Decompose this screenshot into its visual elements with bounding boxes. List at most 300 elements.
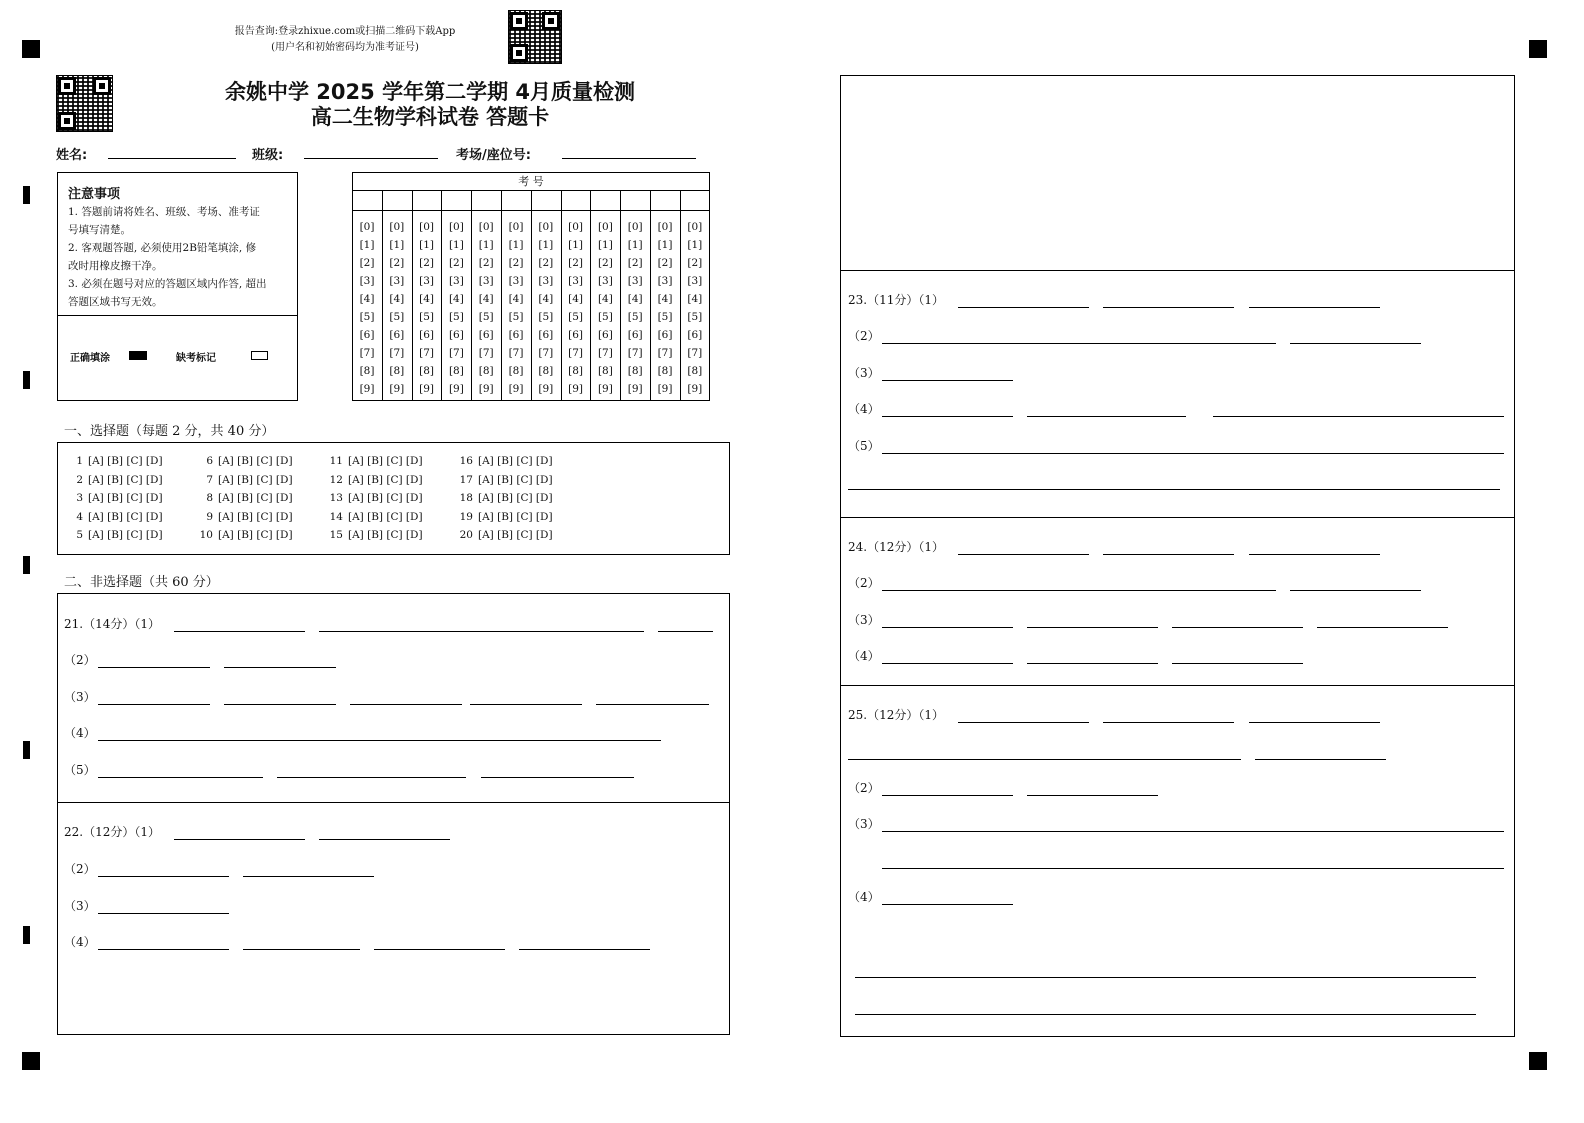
choice-options[interactable]: [A] [B] [C] [D] <box>88 492 163 504</box>
kaohao-digit-bubble[interactable]: [6] <box>687 329 703 341</box>
kaohao-digit-bubble[interactable]: [2] <box>538 257 554 269</box>
choice-row-q18[interactable] <box>456 492 553 504</box>
choice-options[interactable]: [A] [B] [C] [D] <box>88 529 163 541</box>
choice-options[interactable]: [A] [B] [C] [D] <box>218 510 293 523</box>
kaohao-digit-bubble[interactable]: [6] <box>359 329 375 341</box>
kaohao-digit-bubble[interactable]: [4] <box>597 293 613 305</box>
choice-row-q12[interactable] <box>326 474 423 486</box>
kaohao-digit-bubble[interactable]: [6] <box>478 329 494 341</box>
choice-row-q10[interactable] <box>196 529 293 541</box>
answer-line[interactable] <box>319 631 644 632</box>
kaohao-digit-bubble[interactable]: [1] <box>508 239 524 251</box>
timing-mark <box>23 371 30 389</box>
choice-row-q13[interactable] <box>326 492 423 504</box>
answer-line[interactable] <box>1103 722 1234 723</box>
kaohao-digit-bubble[interactable]: [2] <box>627 257 643 269</box>
q25-part2: （2） <box>848 781 880 795</box>
choice-options[interactable]: [A] [B] [C] [D] <box>88 473 163 486</box>
kaohao-digit-bubble[interactable]: [8] <box>508 365 524 377</box>
correct-fill-label: 正确填涂 <box>70 353 110 364</box>
kaohao-digit-bubble[interactable]: [7] <box>657 347 673 359</box>
answer-line[interactable] <box>1249 307 1380 308</box>
kaohao-digit-bubble[interactable]: [2] <box>478 257 494 269</box>
kaohao-digit-bubble[interactable]: [9] <box>419 383 435 395</box>
choice-row-q5[interactable] <box>66 529 163 541</box>
choice-options[interactable]: [A] [B] [C] [D] <box>478 492 553 504</box>
q21-label: 21.（14分）（1） <box>64 617 160 631</box>
answer-line[interactable] <box>882 904 1013 905</box>
class-field[interactable] <box>304 158 438 159</box>
answer-line[interactable] <box>1290 343 1421 344</box>
choice-options[interactable]: [A] [B] [C] [D] <box>478 510 553 523</box>
corner-mark-bl <box>22 1052 40 1070</box>
kaohao-column <box>620 218 650 398</box>
kaohao-digit-bubble[interactable]: [3] <box>597 275 613 287</box>
seat-label: 考场/座位号: <box>456 148 531 163</box>
choice-options[interactable]: [A] [B] [C] [D] <box>218 455 293 467</box>
name-label: 姓名: <box>56 148 88 163</box>
kaohao-digit-bubble[interactable]: [8] <box>657 365 673 377</box>
section2-title: 二、非选择题（共 60 分） <box>64 575 219 590</box>
kaohao-digit-bubble[interactable]: [0] <box>448 221 464 233</box>
kaohao-digit-bubble[interactable]: [7] <box>359 347 375 359</box>
kaohao-digit-bubble[interactable]: [4] <box>568 293 584 305</box>
divider-24 <box>840 517 1515 518</box>
kaohao-digit-bubble[interactable]: [5] <box>687 311 703 323</box>
choice-row-q15[interactable] <box>326 529 423 541</box>
kaohao-digit-bubble[interactable]: [2] <box>657 257 673 269</box>
choice-options[interactable]: [A] [B] [C] [D] <box>218 473 293 486</box>
kaohao-digit-bubble[interactable]: [0] <box>478 221 494 233</box>
answer-line[interactable] <box>519 949 650 950</box>
seat-field[interactable] <box>562 158 696 159</box>
choice-row-q19[interactable] <box>456 511 553 523</box>
choice-options[interactable]: [A] [B] [C] [D] <box>88 455 163 467</box>
notice-line: 号填写清楚。 <box>68 224 131 236</box>
kaohao-digit-bubble[interactable]: [7] <box>687 347 703 359</box>
kaohao-column <box>531 218 561 398</box>
right-answer-box <box>840 75 1515 1037</box>
q25-label: 25.（12分）（1） <box>848 708 944 722</box>
kaohao-digit-bubble[interactable]: [6] <box>419 329 435 341</box>
choice-options[interactable]: [A] [B] [C] [D] <box>348 473 423 486</box>
answer-line[interactable] <box>848 489 1500 490</box>
choice-number: 11 <box>329 455 343 467</box>
notice-line: 1. 答题前请将姓名、班级、考场、准考证 <box>68 206 260 218</box>
kaohao-digit-bubble[interactable]: [1] <box>389 239 405 251</box>
kaohao-digit-bubble[interactable]: [8] <box>687 365 703 377</box>
kaohao-digit-bubble[interactable]: [7] <box>627 347 643 359</box>
login-hint-text: (用户名和初始密码均为准考证号) <box>271 42 419 53</box>
kaohao-header: 考 号 <box>518 175 544 188</box>
kaohao-digit-bubble[interactable]: [4] <box>419 293 435 305</box>
answer-line[interactable] <box>319 839 450 840</box>
q21-part4: （4） <box>64 726 96 740</box>
kaohao-digit-bubble[interactable]: [3] <box>538 275 554 287</box>
choice-row-q4[interactable] <box>66 511 163 523</box>
choice-options[interactable]: [A] [B] [C] [D] <box>88 510 163 523</box>
kaohao-digit-bubble[interactable]: [5] <box>359 311 375 323</box>
absent-mark-box[interactable] <box>251 351 268 360</box>
answer-line[interactable] <box>1249 722 1380 723</box>
kaohao-digit-bubble[interactable]: [5] <box>657 311 673 323</box>
answer-line[interactable] <box>1103 307 1234 308</box>
kaohao-digit-bubble[interactable]: [5] <box>568 311 584 323</box>
kaohao-digit-bubble[interactable]: [1] <box>478 239 494 251</box>
kaohao-digit-bubble[interactable]: [5] <box>448 311 464 323</box>
kaohao-column <box>352 218 382 398</box>
answer-line[interactable] <box>174 631 305 632</box>
q25-part3: （3） <box>848 817 880 831</box>
answer-line[interactable] <box>1027 416 1186 417</box>
kaohao-column <box>382 218 412 398</box>
kaohao-digit-bubble[interactable]: [7] <box>568 347 584 359</box>
kaohao-digit-bubble[interactable]: [1] <box>538 239 554 251</box>
q21-part5: （5） <box>64 763 96 777</box>
kaohao-digit-bubble[interactable]: [2] <box>687 257 703 269</box>
answer-line[interactable] <box>224 667 336 668</box>
timing-mark <box>23 186 30 204</box>
kaohao-digit-bubble[interactable]: [5] <box>389 311 405 323</box>
kaohao-digit-bubble[interactable]: [4] <box>538 293 554 305</box>
answer-line[interactable] <box>882 663 1013 664</box>
q23-part5: （5） <box>848 439 880 453</box>
answer-line[interactable] <box>1027 795 1158 796</box>
kaohao-digit-bubble[interactable]: [8] <box>448 365 464 377</box>
app-qr-code <box>508 10 562 64</box>
kaohao-digit-bubble[interactable]: [4] <box>657 293 673 305</box>
answer-line[interactable] <box>1103 554 1234 555</box>
kaohao-digit-bubble[interactable]: [3] <box>359 275 375 287</box>
answer-line[interactable] <box>958 554 1089 555</box>
kaohao-digit-bubble[interactable]: [1] <box>627 239 643 251</box>
answer-line[interactable] <box>243 876 374 877</box>
kaohao-digit-bubble[interactable]: [8] <box>538 365 554 377</box>
kaohao-digit-bubble[interactable]: [9] <box>538 383 554 395</box>
choice-options[interactable]: [A] [B] [C] [D] <box>478 455 553 467</box>
kaohao-digit-bubble[interactable]: [3] <box>448 275 464 287</box>
kaohao-digit-bubble[interactable]: [1] <box>597 239 613 251</box>
kaohao-digit-bubble[interactable]: [9] <box>359 383 375 395</box>
notice-title: 注意事项 <box>68 187 121 202</box>
q22-label: 22.（12分）（1） <box>64 825 160 839</box>
kaohao-digit-bubble[interactable]: [3] <box>687 275 703 287</box>
choice-options[interactable]: [A] [B] [C] [D] <box>478 529 553 541</box>
answer-line[interactable] <box>1290 590 1421 591</box>
notice-line: 改时用橡皮擦干净。 <box>68 260 163 272</box>
kaohao-digit-bubble[interactable]: [8] <box>627 365 643 377</box>
answer-line[interactable] <box>855 1014 1476 1015</box>
answer-line[interactable] <box>658 631 713 632</box>
kaohao-digit-bubble[interactable]: [5] <box>597 311 613 323</box>
choice-number: 19 <box>459 510 473 523</box>
kaohao-digit-bubble[interactable]: [7] <box>419 347 435 359</box>
q22-part2: （2） <box>64 862 96 876</box>
student-qr-code <box>56 75 113 132</box>
name-field[interactable] <box>108 158 236 159</box>
kaohao-digit-bubble[interactable]: [8] <box>419 365 435 377</box>
answer-line[interactable] <box>1027 663 1158 664</box>
answer-line[interactable] <box>1172 663 1303 664</box>
choice-row-q2[interactable] <box>66 474 163 486</box>
kaohao-digit-bubble[interactable]: [3] <box>419 275 435 287</box>
choice-options[interactable]: [A] [B] [C] [D] <box>218 529 293 541</box>
kaohao-digit-bubble[interactable]: [4] <box>389 293 405 305</box>
choice-number: 15 <box>329 529 343 541</box>
kaohao-digit-bubble[interactable]: [2] <box>389 257 405 269</box>
section1-title: 一、选择题（每题 2 分，共 40 分） <box>64 424 275 439</box>
kaohao-digit-bubble[interactable]: [3] <box>478 275 494 287</box>
kaohao-digit-bubble[interactable]: [1] <box>568 239 584 251</box>
kaohao-digit-bubble[interactable]: [0] <box>568 221 584 233</box>
choice-row-q17[interactable] <box>456 474 553 486</box>
answer-line[interactable] <box>882 380 1013 381</box>
choice-number: 7 <box>206 473 213 486</box>
kaohao-column <box>680 218 710 398</box>
kaohao-digit-bubble[interactable]: [6] <box>597 329 613 341</box>
answer-line[interactable] <box>1172 627 1303 628</box>
answer-line[interactable] <box>98 777 263 778</box>
kaohao-digit-bubble[interactable]: [7] <box>597 347 613 359</box>
kaohao-digit-bubble[interactable]: [0] <box>419 221 435 233</box>
kaohao-digit-bubble[interactable]: [9] <box>657 383 673 395</box>
kaohao-digit-bubble[interactable]: [6] <box>657 329 673 341</box>
kaohao-digit-bubble[interactable]: [6] <box>568 329 584 341</box>
exam-subtitle: 高二生物学科试卷 答题卡 <box>310 105 550 129</box>
notice-line: 2. 客观题答题, 必须使用2B铅笔填涂, 修 <box>68 242 257 254</box>
choice-row-q11[interactable] <box>326 455 423 467</box>
kaohao-digit-bubble[interactable]: [6] <box>538 329 554 341</box>
kaohao-digit-bubble[interactable]: [0] <box>597 221 613 233</box>
kaohao-digit-bubble[interactable]: [0] <box>508 221 524 233</box>
kaohao-digit-bubble[interactable]: [2] <box>597 257 613 269</box>
answer-line[interactable] <box>882 868 1504 869</box>
kaohao-digit-bubble[interactable]: [9] <box>597 383 613 395</box>
kaohao-digit-bubble[interactable]: [8] <box>478 365 494 377</box>
answer-line[interactable] <box>882 416 1013 417</box>
notice-line: 答题区域书写无效。 <box>68 296 163 308</box>
kaohao-digit-bubble[interactable]: [1] <box>448 239 464 251</box>
kaohao-digit-bubble[interactable]: [5] <box>627 311 643 323</box>
kaohao-digit-bubble[interactable]: [9] <box>508 383 524 395</box>
q24-part2: （2） <box>848 576 880 590</box>
answer-line[interactable] <box>848 759 1241 760</box>
notice-divider <box>57 315 298 316</box>
choice-row-q9[interactable] <box>196 511 293 523</box>
choice-number: 6 <box>206 455 213 467</box>
answer-line[interactable] <box>882 831 1504 832</box>
divider-23 <box>840 270 1515 271</box>
kaohao-digit-bubble[interactable]: [2] <box>419 257 435 269</box>
q25-part4: （4） <box>848 890 880 904</box>
correct-fill-sample <box>129 351 147 360</box>
q22-part4: （4） <box>64 935 96 949</box>
answer-line[interactable] <box>1255 759 1386 760</box>
answer-line[interactable] <box>98 913 229 914</box>
kaohao-digit-bubble[interactable]: [9] <box>568 383 584 395</box>
kaohao-digit-bubble[interactable]: [4] <box>448 293 464 305</box>
answer-line[interactable] <box>958 722 1089 723</box>
kaohao-digit-bubble[interactable]: [7] <box>448 347 464 359</box>
kaohao-digit-bubble[interactable]: [4] <box>687 293 703 305</box>
kaohao-digit-bubble[interactable]: [5] <box>419 311 435 323</box>
kaohao-digit-bubble[interactable]: [1] <box>657 239 673 251</box>
kaohao-digit-bubble[interactable]: [8] <box>389 365 405 377</box>
kaohao-digit-bubble[interactable]: [4] <box>508 293 524 305</box>
kaohao-digit-bubble[interactable]: [4] <box>359 293 375 305</box>
kaohao-digit-bubble[interactable]: [9] <box>448 383 464 395</box>
kaohao-digit-bubble[interactable]: [5] <box>478 311 494 323</box>
kaohao-digit-bubble[interactable]: [5] <box>538 311 554 323</box>
answer-line[interactable] <box>350 704 462 705</box>
q23-part4: （4） <box>848 402 880 416</box>
exam-title: 余姚中学 2025 学年第二学期 4月质量检测 <box>225 80 635 104</box>
choice-number: 12 <box>329 473 343 486</box>
kaohao-digit-bubble[interactable]: [5] <box>508 311 524 323</box>
answer-line[interactable] <box>374 949 505 950</box>
answer-line[interactable] <box>98 740 661 741</box>
kaohao-digit-bubble[interactable]: [2] <box>568 257 584 269</box>
kaohao-digit-bubble[interactable]: [0] <box>359 221 375 233</box>
kaohao-column <box>590 218 620 398</box>
answer-line[interactable] <box>470 704 582 705</box>
answer-line[interactable] <box>98 876 229 877</box>
divider-25 <box>840 685 1515 686</box>
answer-line[interactable] <box>1317 627 1448 628</box>
kaohao-digit-bubble[interactable]: [1] <box>419 239 435 251</box>
choice-options[interactable]: [A] [B] [C] [D] <box>478 473 553 486</box>
kaohao-digit-bubble[interactable]: [0] <box>657 221 673 233</box>
kaohao-digit-bubble[interactable]: [3] <box>568 275 584 287</box>
choice-row-q8[interactable] <box>196 492 293 504</box>
kaohao-digit-bubble[interactable]: [8] <box>568 365 584 377</box>
kaohao-digit-bubble[interactable]: [0] <box>389 221 405 233</box>
kaohao-digit-bubble[interactable]: [0] <box>687 221 703 233</box>
q21-part3: （3） <box>64 690 96 704</box>
kaohao-digit-bubble[interactable]: [9] <box>478 383 494 395</box>
kaohao-digit-bubble[interactable]: [8] <box>359 365 375 377</box>
kaohao-column <box>501 218 531 398</box>
kaohao-digit-bubble[interactable]: [3] <box>389 275 405 287</box>
choice-row-q3[interactable] <box>66 492 163 504</box>
answer-line[interactable] <box>481 777 634 778</box>
kaohao-digit-bubble[interactable]: [1] <box>359 239 375 251</box>
kaohao-digit-bubble[interactable]: [3] <box>627 275 643 287</box>
answer-line[interactable] <box>596 704 709 705</box>
kaohao-column <box>650 218 680 398</box>
answer-line[interactable] <box>958 307 1089 308</box>
choice-row-q20[interactable] <box>456 529 553 541</box>
answer-line[interactable] <box>98 667 210 668</box>
answer-line[interactable] <box>855 977 1476 978</box>
kaohao-digit-bubble[interactable]: [9] <box>627 383 643 395</box>
q21-part2: （2） <box>64 653 96 667</box>
kaohao-column <box>561 218 591 398</box>
answer-line[interactable] <box>882 343 1276 344</box>
kaohao-digit-bubble[interactable]: [4] <box>627 293 643 305</box>
answer-line[interactable] <box>1027 627 1158 628</box>
choice-number: 5 <box>76 529 83 541</box>
choice-options[interactable]: [A] [B] [C] [D] <box>348 510 423 523</box>
kaohao-digit-bubble[interactable]: [7] <box>478 347 494 359</box>
answer-line[interactable] <box>882 590 1276 591</box>
choice-options[interactable]: [A] [B] [C] [D] <box>218 492 293 504</box>
answer-line[interactable] <box>277 777 466 778</box>
answer-line[interactable] <box>98 704 210 705</box>
kaohao-column <box>471 218 501 398</box>
kaohao-digit-bubble[interactable]: [0] <box>627 221 643 233</box>
kaohao-digit-bubble[interactable]: [6] <box>627 329 643 341</box>
answer-line[interactable] <box>1249 554 1380 555</box>
answer-line[interactable] <box>243 949 360 950</box>
kaohao-digit-bubble[interactable]: [7] <box>508 347 524 359</box>
kaohao-digit-bubble[interactable]: [9] <box>389 383 405 395</box>
q24-label: 24.（12分）（1） <box>848 540 944 554</box>
kaohao-digit-bubble[interactable]: [6] <box>448 329 464 341</box>
q22-part3: （3） <box>64 899 96 913</box>
kaohao-digit-bubble[interactable]: [2] <box>448 257 464 269</box>
corner-mark-tr <box>1529 40 1547 58</box>
choice-row-q7[interactable] <box>196 474 293 486</box>
answer-line[interactable] <box>1213 416 1504 417</box>
kaohao-digit-bubble[interactable]: [1] <box>687 239 703 251</box>
choice-options[interactable]: [A] [B] [C] [D] <box>348 492 423 504</box>
timing-mark <box>23 926 30 944</box>
kaohao-digit-bubble[interactable]: [6] <box>508 329 524 341</box>
kaohao-digit-bubble[interactable]: [0] <box>538 221 554 233</box>
answer-line[interactable] <box>882 627 1013 628</box>
choice-options[interactable]: [A] [B] [C] [D] <box>348 455 423 467</box>
kaohao-digit-bubble[interactable]: [2] <box>359 257 375 269</box>
kaohao-digit-bubble[interactable]: [7] <box>538 347 554 359</box>
q24-part4: （4） <box>848 649 880 663</box>
timing-mark <box>23 556 30 574</box>
kaohao-digit-bubble[interactable]: [8] <box>597 365 613 377</box>
class-label: 班级: <box>252 148 284 163</box>
kaohao-digit-bubble[interactable]: [7] <box>389 347 405 359</box>
q23-part3: （3） <box>848 366 880 380</box>
choice-number: 20 <box>459 529 473 541</box>
choice-number: 3 <box>76 492 83 504</box>
choice-number: 4 <box>76 510 83 523</box>
answer-line[interactable] <box>882 795 1013 796</box>
choice-number: 14 <box>329 510 343 523</box>
kaohao-digit-bubble[interactable]: [9] <box>687 383 703 395</box>
report-query-text: 报告查询:登录zhixue.com或扫描二维码下载App <box>234 26 456 37</box>
choice-row-q6[interactable] <box>196 455 293 467</box>
kaohao-digit-bubble[interactable]: [3] <box>657 275 673 287</box>
choice-row-q14[interactable] <box>326 511 423 523</box>
notice-line: 3. 必须在题号对应的答题区域内作答, 超出 <box>68 278 267 290</box>
q23-label: 23.（11分）（1） <box>848 293 944 307</box>
kaohao-digit-bubble[interactable]: [4] <box>478 293 494 305</box>
answer-line[interactable] <box>98 949 229 950</box>
choice-options[interactable]: [A] [B] [C] [D] <box>348 529 423 541</box>
choice-number: 2 <box>76 473 83 486</box>
answer-line[interactable] <box>224 704 336 705</box>
choice-number: 18 <box>459 492 473 504</box>
kaohao-digit-bubble[interactable]: [2] <box>508 257 524 269</box>
choice-row-q16[interactable] <box>456 455 553 467</box>
choice-number: 9 <box>206 510 213 523</box>
kaohao-digit-bubble[interactable]: [6] <box>389 329 405 341</box>
corner-mark-br <box>1529 1052 1547 1070</box>
choice-row-q1[interactable] <box>66 455 163 467</box>
answer-line[interactable] <box>882 453 1504 454</box>
answer-line[interactable] <box>174 839 305 840</box>
choice-number: 10 <box>199 529 213 541</box>
kaohao-digit-bubble[interactable]: [3] <box>508 275 524 287</box>
